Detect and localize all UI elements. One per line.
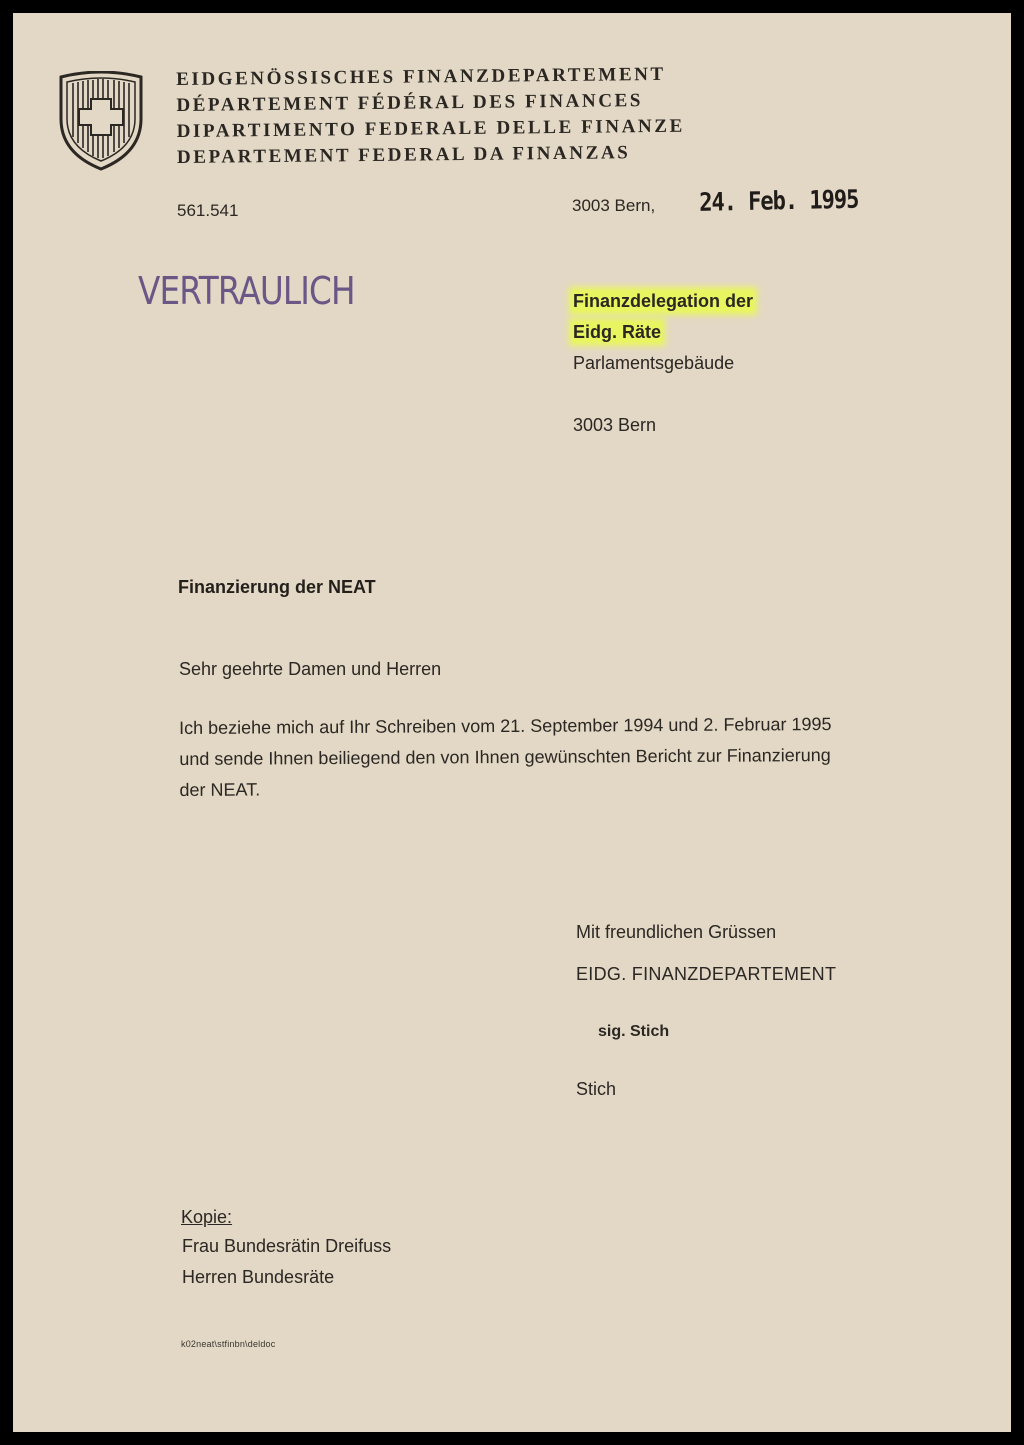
body-line-2: und sende Ihnen beiliegend den von Ihnen gewünschten Bericht zur Finanzierung bbox=[179, 745, 831, 769]
footer-file-code: k02neat\stfinbn\deldoc bbox=[181, 1339, 276, 1349]
department-line-de: EIDGENÖSSISCHES FINANZDEPARTEMENT bbox=[176, 63, 666, 90]
department-name-lines bbox=[176, 62, 685, 171]
letter-place: 3003 Bern, bbox=[572, 196, 656, 215]
letter-body bbox=[179, 708, 930, 806]
recipient-line-3: Parlamentsgebäude bbox=[573, 353, 735, 373]
department-line-it: DIPARTIMENTO FEDERALE DELLE FINANZE bbox=[176, 115, 685, 142]
letter-greeting: Sehr geehrte Damen und Herren bbox=[179, 659, 442, 679]
body-line-1: Ich beziehe mich auf Ihr Schreiben vom 21. September 1994 und 2. Februar 1995 bbox=[179, 714, 832, 738]
department-line-fr: DÉPARTEMENT FÉDÉRAL DES FINANCES bbox=[176, 90, 644, 116]
letter-date-stamp: 24. Feb. 1995 bbox=[699, 185, 859, 218]
closing-department: EIDG. FINANZDEPARTEMENT bbox=[576, 964, 837, 984]
signer-name: Stich bbox=[576, 1079, 617, 1099]
department-line-rm: DEPARTEMENT FEDERAL DA FINANZAS bbox=[176, 142, 631, 168]
confidential-stamp: VERTRAULICH bbox=[138, 269, 355, 313]
closing-salutation: Mit freundlichen Grüssen bbox=[576, 922, 777, 942]
copies-label: Kopie: bbox=[181, 1207, 233, 1227]
recipient-line-1: Finanzdelegation der bbox=[573, 291, 754, 311]
copy-recipient-2: Herren Bundesräte bbox=[182, 1267, 335, 1287]
body-line-3: der NEAT. bbox=[179, 779, 261, 800]
recipient-line-4: 3003 Bern bbox=[573, 415, 657, 435]
reference-number: 561.541 bbox=[177, 201, 239, 220]
letter-subject: Finanzierung der NEAT bbox=[178, 577, 376, 597]
swiss-coat-of-arms-icon bbox=[57, 71, 145, 171]
recipient-line-2: Eidg. Räte bbox=[573, 322, 662, 342]
copy-recipient-1: Frau Bundesrätin Dreifuss bbox=[182, 1236, 392, 1256]
letter-page bbox=[13, 13, 1011, 1432]
signature-note: sig. Stich bbox=[598, 1023, 670, 1040]
